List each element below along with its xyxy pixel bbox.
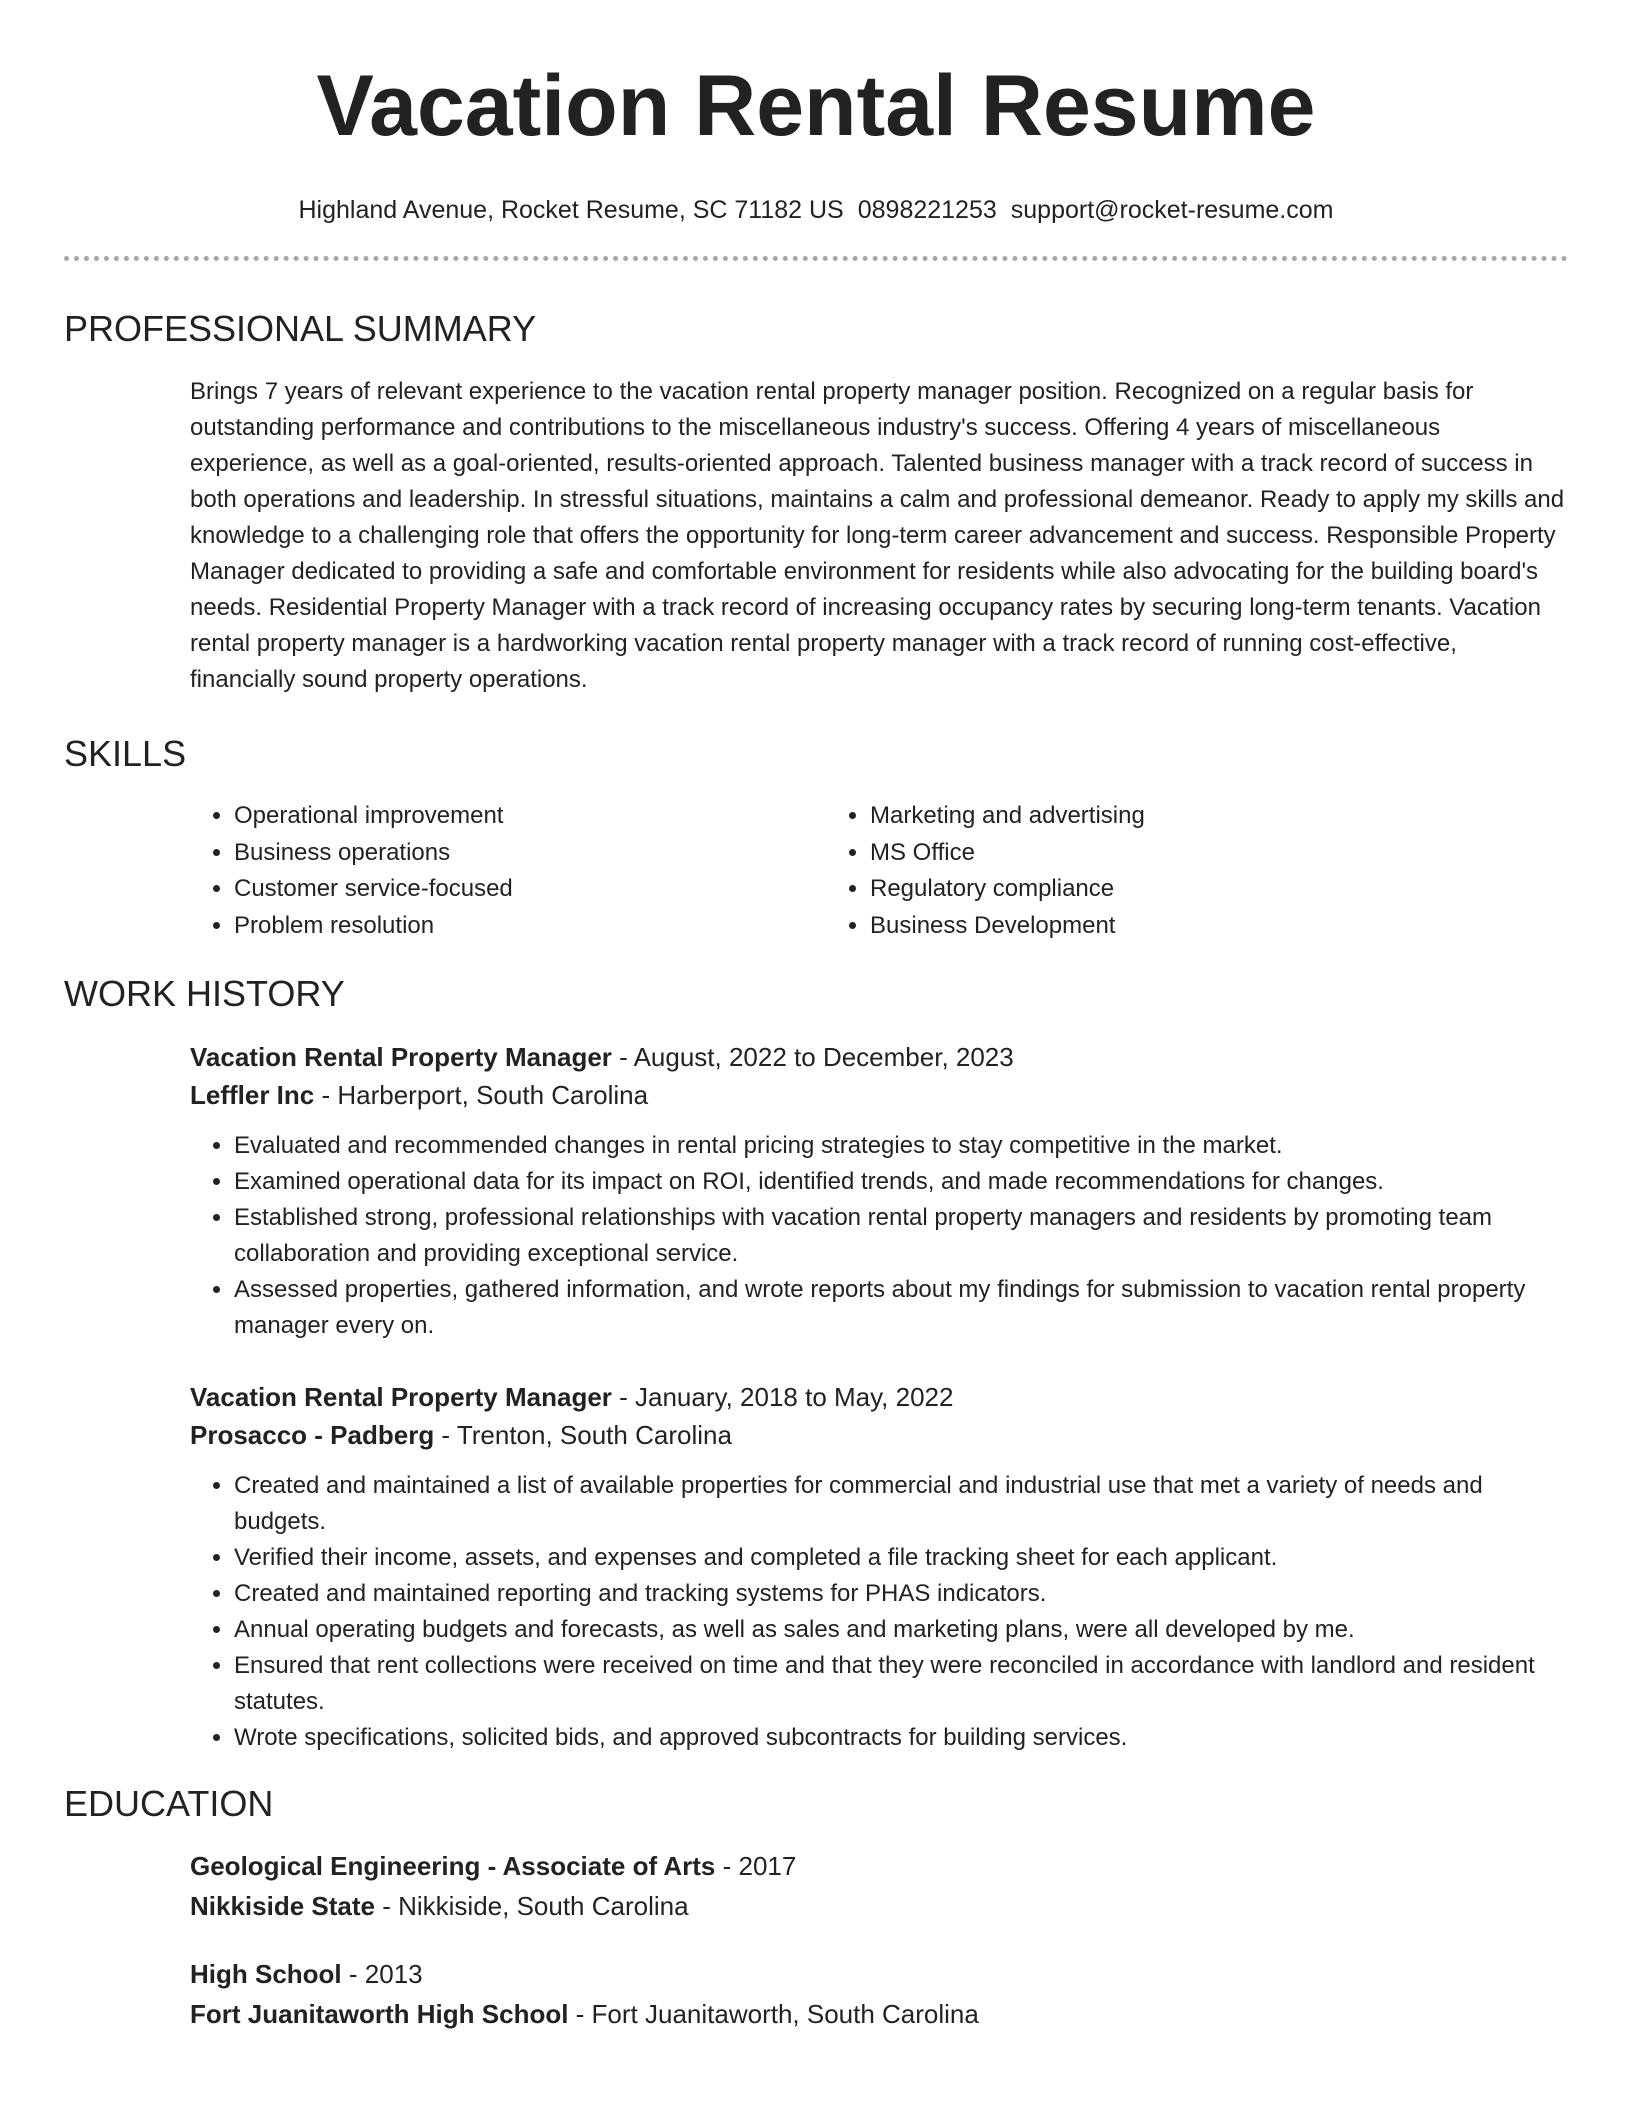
- job-location: - Trenton, South Carolina: [434, 1420, 732, 1450]
- education-school: Fort Juanitaworth High School: [190, 1999, 569, 2029]
- education-location: - Nikkiside, South Carolina: [374, 1891, 689, 1921]
- skills-heading: SKILLS: [64, 733, 187, 774]
- skills-columns: [190, 798, 1568, 944]
- job-company: Prosacco - Padberg: [190, 1420, 435, 1450]
- job-company: Leffler Inc: [190, 1080, 315, 1110]
- work-heading: WORK HISTORY: [64, 973, 345, 1014]
- skill-item: • Business operations: [234, 835, 826, 872]
- job-bullet: • Verified their income, assets, and expenses and completed a file tracking sheet for each applicant.: [234, 1540, 1568, 1576]
- education-degree: Geological Engineering - Associate of Arts: [190, 1851, 716, 1881]
- education-degree-line: [190, 1954, 1568, 1994]
- job-entry: [190, 1378, 1568, 1756]
- header-divider: [64, 256, 1568, 261]
- education-section: [64, 1782, 1568, 2034]
- job-title: Vacation Rental Property Manager: [190, 1382, 612, 1412]
- job-title: Vacation Rental Property Manager: [190, 1042, 612, 1072]
- education-entry: [190, 1954, 1568, 2034]
- job-bullet: • Wrote specifications, solicited bids, and approved subcontracts for building services.: [234, 1720, 1568, 1756]
- job-bullet: • Ensured that rent collections were received on time and that they were reconciled in accordance with landlord and resident statutes.: [234, 1648, 1568, 1720]
- skill-item: • Operational improvement: [234, 798, 826, 835]
- skills-left-list: [190, 798, 826, 944]
- contact-line: [64, 194, 1568, 226]
- skill-item: • Customer service-focused: [234, 871, 826, 908]
- education-school-line: [190, 1886, 1568, 1926]
- education-year: - 2013: [341, 1959, 423, 1989]
- contact-address: Highland Avenue, Rocket Resume, SC 71182 US: [298, 196, 844, 224]
- education-degree: High School: [190, 1959, 342, 1989]
- skill-item: • MS Office: [870, 835, 1462, 872]
- job-location: - Harberport, South Carolina: [314, 1080, 649, 1110]
- job-bullet: • Established strong, professional relationships with vacation rental property managers and residents by promoting team collaboration and providing exceptional service.: [234, 1200, 1568, 1272]
- job-title-line: [190, 1038, 1568, 1076]
- resume-title: Vacation Rental Resume: [316, 58, 1316, 154]
- job-bullet: • Created and maintained a list of available properties for commercial and industrial use that met a variety of needs and budgets.: [234, 1468, 1568, 1540]
- skill-item: • Business Development: [870, 908, 1462, 945]
- skills-section: [64, 732, 1568, 944]
- education-entry: [190, 1846, 1568, 1926]
- summary-heading: PROFESSIONAL SUMMARY: [64, 308, 537, 349]
- contact-email: support@rocket-resume.com: [1010, 196, 1334, 224]
- job-entry: [190, 1038, 1568, 1344]
- job-bullet: • Annual operating budgets and forecasts, as well as sales and marketing plans, were all developed by me.: [234, 1612, 1568, 1648]
- education-school-line: [190, 1994, 1568, 2034]
- job-title-line: [190, 1378, 1568, 1416]
- job-company-line: [190, 1076, 1568, 1114]
- job-bullets: [190, 1128, 1568, 1344]
- job-company-line: [190, 1416, 1568, 1454]
- job-bullet: • Evaluated and recommended changes in rental pricing strategies to stay competitive in the market.: [234, 1128, 1568, 1164]
- education-year: - 2017: [715, 1851, 797, 1881]
- education-school: Nikkiside State: [190, 1891, 375, 1921]
- summary-text: Brings 7 years of relevant experience to the vacation rental property manager position. Recognized on a regular basis for outstanding performance and contributions to the miscellaneous industry's success. Offering 4 years of miscellaneous experience, as well as a goal-oriented, results-oriented approach. Talented business manager with a track record of success in both operations and leadership. In stressful situations, maintains a calm and professional demeanor. Ready to apply my skills and knowledge to a challenging role that offers the opportunity for long-term career advancement and success. Responsible Property Manager dedicated to providing a safe and comfortable environment for residents while also advocating for the building board's needs. Residential Property Manager with a track record of increasing occupancy rates by securing long-term tenants. Vacation rental property manager is a hardworking vacation rental property manager with a track record of running cost-effective, financially sound property operations.: [190, 378, 1565, 693]
- job-dates: - January, 2018 to May, 2022: [611, 1382, 954, 1412]
- job-dates: - August, 2022 to December, 2023: [611, 1042, 1014, 1072]
- skill-item: • Regulatory compliance: [870, 871, 1462, 908]
- job-bullets: [190, 1468, 1568, 1756]
- work-section: [64, 972, 1568, 1756]
- education-location: - Fort Juanitaworth, South Carolina: [568, 1999, 979, 2029]
- job-bullet: • Examined operational data for its impact on ROI, identified trends, and made recommendations for changes.: [234, 1164, 1568, 1200]
- skill-item: • Marketing and advertising: [870, 798, 1462, 835]
- education-degree-line: [190, 1846, 1568, 1886]
- skill-item: • Problem resolution: [234, 908, 826, 945]
- skills-right-list: [826, 798, 1462, 944]
- education-heading: EDUCATION: [64, 1783, 274, 1824]
- summary-section: [64, 307, 1568, 698]
- job-bullet: • Created and maintained reporting and tracking systems for PHAS indicators.: [234, 1576, 1568, 1612]
- contact-phone: 0898221253: [857, 196, 997, 224]
- resume-page: [64, 0, 1568, 2034]
- job-bullet: • Assessed properties, gathered information, and wrote reports about my findings for submission to vacation rental property manager every on.: [234, 1272, 1568, 1344]
